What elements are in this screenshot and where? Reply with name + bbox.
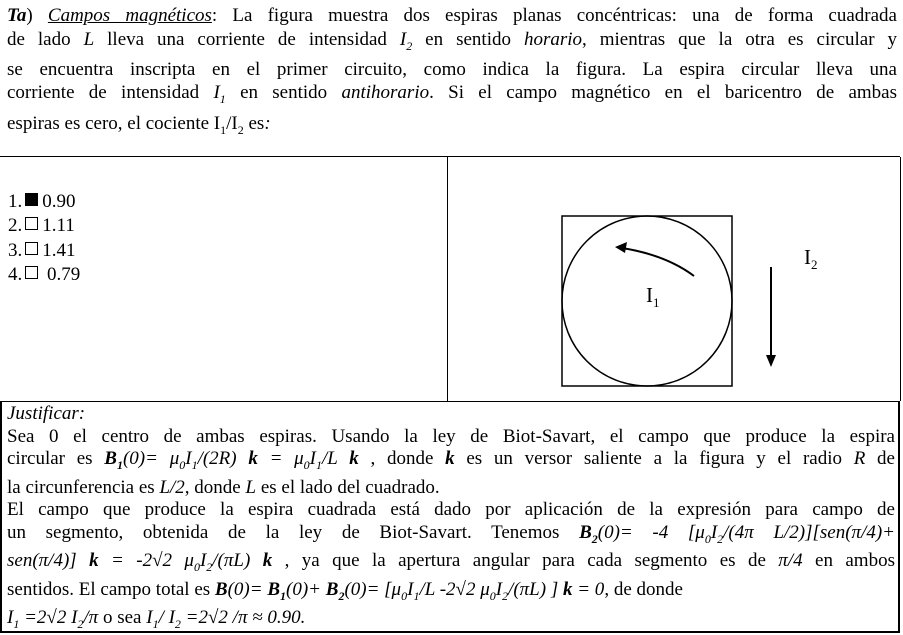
option-2[interactable]: 2. 1.11 [8, 215, 75, 236]
option-4[interactable]: 4. 0.79 [8, 264, 81, 285]
counterclockwise-arrow [622, 248, 694, 276]
justification-line: sentidos. El campo total es $B(0)= B_1(0)+ B_2(0)= [\mu_0I_1/L$ -2√2 $\mu_0I_2/(\pi L)$ ] k = 0, de donde [7, 578, 683, 603]
question-line-1: Ta) Campos magnéticos: La figura muestra dos espiras planas concéntricas: una de forma cuadrada [7, 5, 897, 26]
justification-line: $I_1 =2√2$ $I_2/\pi$ o sea $I_1/$ $I_2 =2√2$ /π ≈ 0.90. [7, 606, 306, 631]
justification-line: circular es $B_1(0)= \mu_0I_1/(2R) k = \mu_0I_1/L$ k , donde k es un versor saliente a la figura y el radio R de [7, 448, 895, 472]
question-line-4: corriente de intensidad $I_1$ en sentido antihorario. Si el campo magnético en el baricentro de ambas [7, 82, 897, 107]
divider [0, 401, 2, 633]
figure-cell [449, 157, 901, 401]
question-line-2: de lado L lleva una corriente de intensidad $I_2$ en sentido horario, mientras que la otra es circular y [7, 28, 898, 53]
justification-line: sen(π/4)] k = -2√2 $\mu_0I_2/(\pi L)$ k , ya que la apertura angular para cada segmento es de π/4 en ambos [7, 550, 895, 574]
question-line-3: se encuentra inscripta en el primer circuito, como indica la figura. La espira circular lleva una [7, 58, 897, 80]
checkbox-empty-icon[interactable] [25, 217, 38, 230]
arrowhead-icon [615, 242, 627, 253]
question-line-5: espiras es cero, el cociente $I_1/I_2$ es: [7, 112, 271, 137]
checkbox-empty-icon[interactable] [25, 242, 38, 255]
justification-line: la circunferencia es L/2, donde L es el lado del cuadrado. [7, 476, 440, 498]
justification [7, 403, 895, 635]
answer-row [0, 157, 900, 402]
label-I2: $I_2$ [804, 245, 818, 272]
question-statement [7, 4, 897, 142]
coil-figure [449, 157, 900, 401]
option-1[interactable]: 1. 0.90 [8, 191, 76, 212]
option-3[interactable]: 3. 1.41 [8, 240, 76, 261]
down-arrow-icon [766, 355, 776, 367]
justification-heading: Justificar: [7, 403, 86, 424]
justification-line: un segmento, obtenida de la ley de Biot-Savart. Tenemos $B_2(0)= -4$ [$\mu_0I_2/(4\pi$ L/2)][sen(π/4)+ [7, 521, 896, 546]
justification-line: El campo que produce la espira cuadrada está dado por aplicación de la expresión para campo de [7, 499, 895, 521]
divider [898, 401, 900, 633]
answer-table [0, 156, 900, 633]
checkbox-checked-icon[interactable] [25, 193, 38, 206]
question-label: Ta [7, 5, 27, 26]
justification-line: Sea 0 el centro de ambas espiras. Usando la ley de Biot-Savart, el campo que produce la espira [7, 425, 895, 447]
question-title: Campos magnéticos [47, 5, 212, 26]
options-cell [0, 157, 448, 401]
checkbox-empty-icon[interactable] [25, 266, 38, 279]
label-I1: $I_1$ [646, 283, 660, 310]
